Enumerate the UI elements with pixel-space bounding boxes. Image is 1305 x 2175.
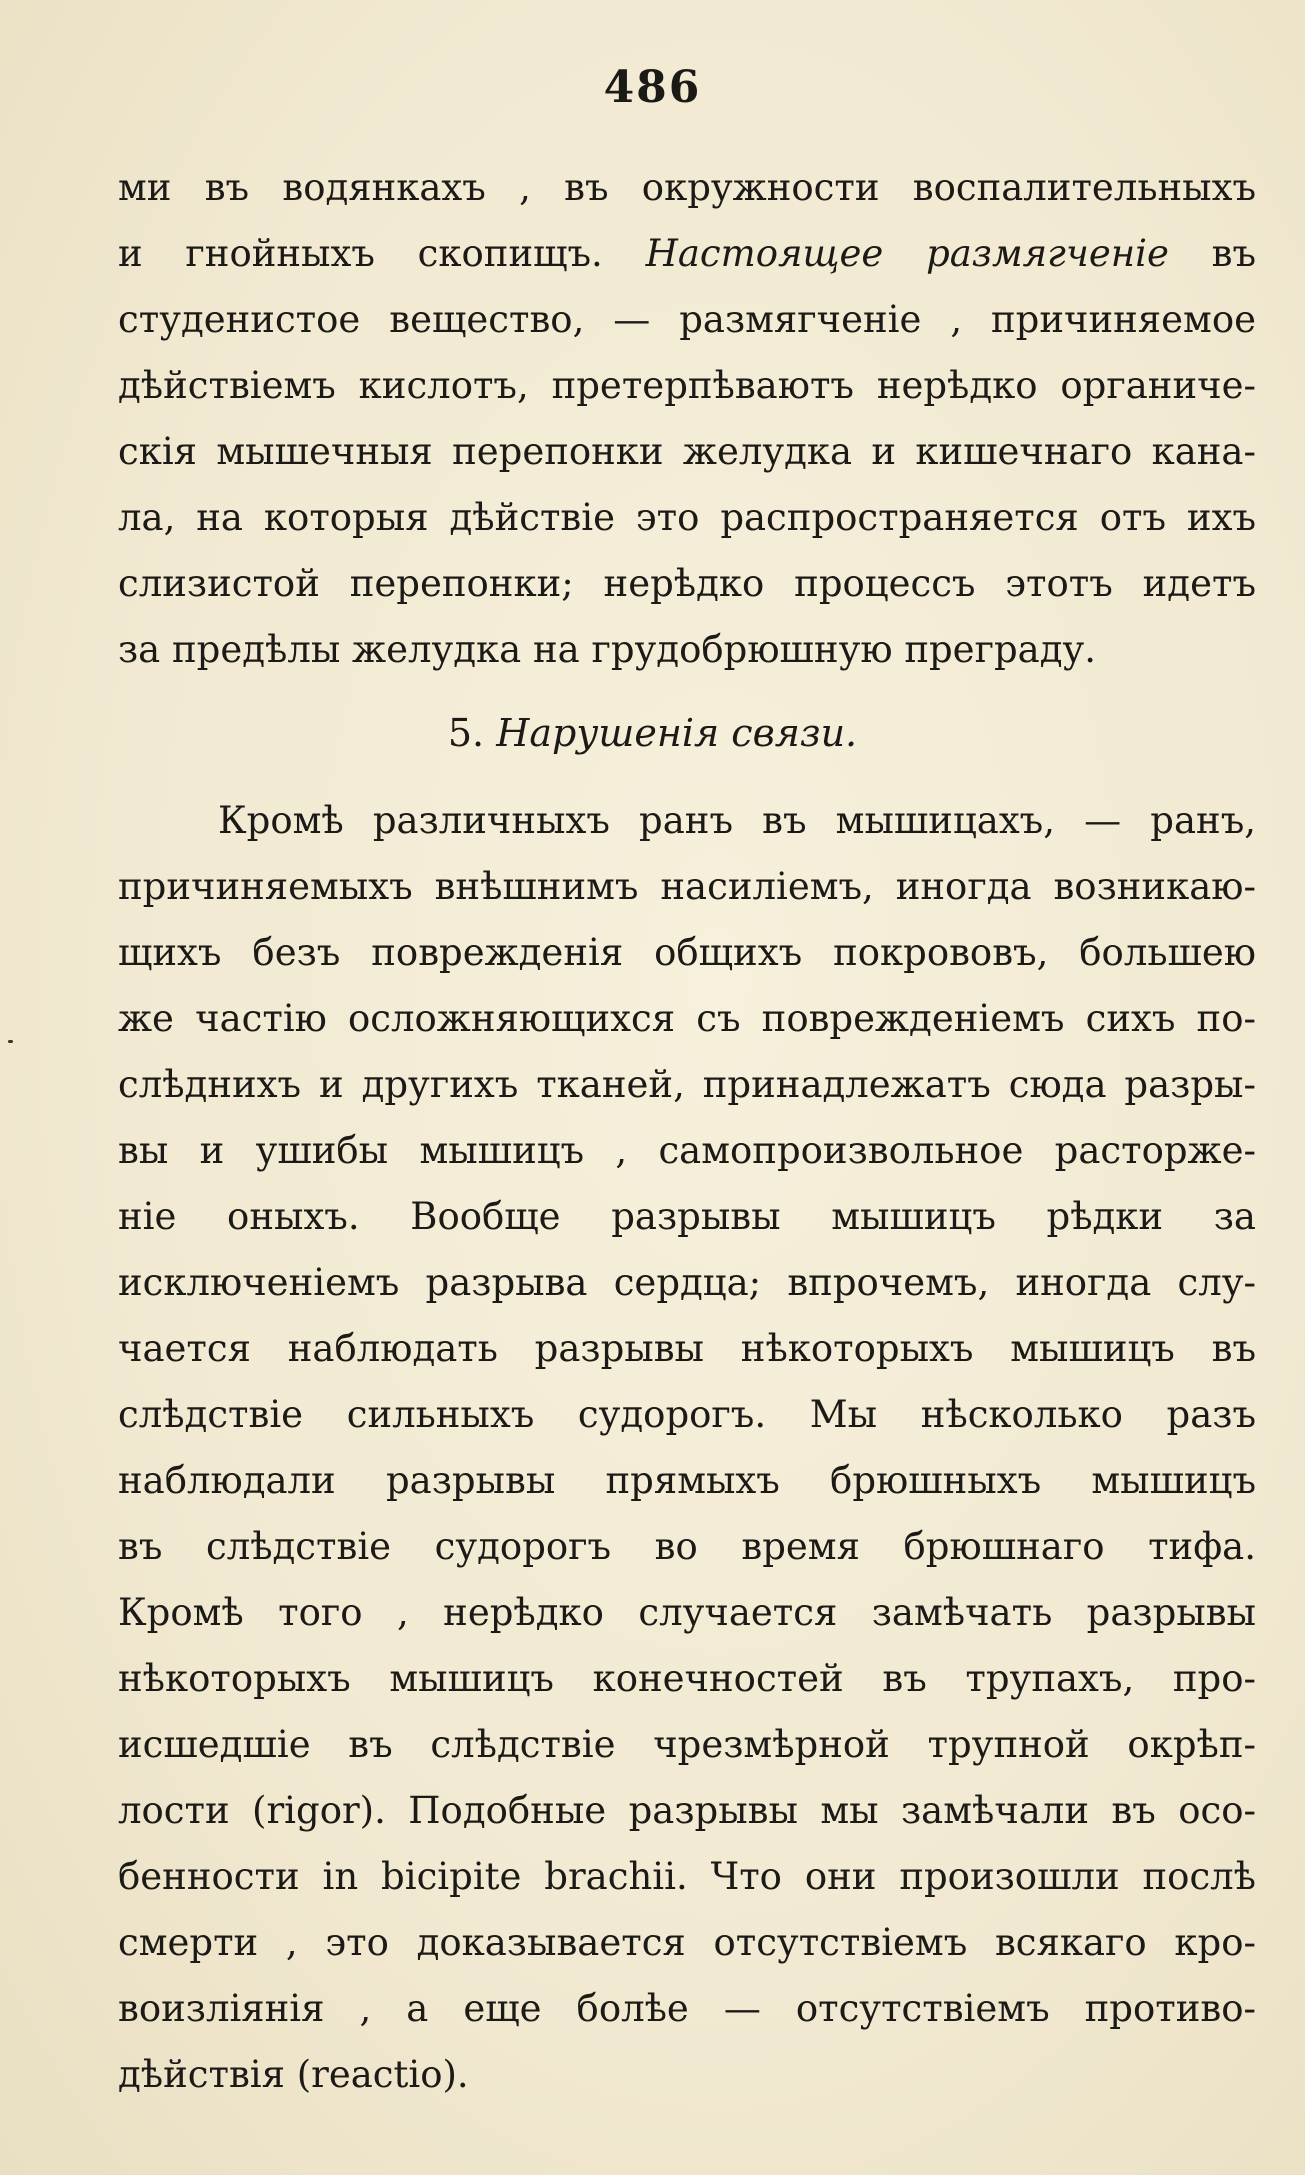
text-line: исключеніемъ разрыва сердца; впрочемъ, иногда слу- bbox=[118, 1261, 1256, 1304]
text-line: лости (rigor). Подобные разрывы мы замѣчали въ осо- bbox=[118, 1789, 1256, 1832]
text-line: скія мышечныя перепонки желудка и кишечнаго кана- bbox=[118, 430, 1256, 473]
text-line: чается наблюдать разрывы нѣкоторыхъ мышицъ въ bbox=[118, 1327, 1256, 1370]
text-line: бенности in bicipite brachii. Что они произошли послѣ bbox=[118, 1855, 1256, 1898]
text-line: за предѣлы желудка на грудобрюшную преграду. bbox=[118, 628, 1097, 671]
text-line: Кромѣ того , нерѣдко случается замѣчать разрывы bbox=[118, 1591, 1256, 1634]
text-line: наблюдали разрывы прямыхъ брюшныхъ мышицъ bbox=[118, 1459, 1256, 1502]
text-line: слѣдствіе сильныхъ судорогъ. Мы нѣсколько разъ bbox=[118, 1393, 1256, 1436]
text-line: воизліянія , а еще болѣе — отсутствіемъ противо- bbox=[118, 1987, 1256, 2030]
text-line: слизистой перепонки; нерѣдко процессъ этотъ идетъ bbox=[118, 562, 1256, 605]
text-line: ми въ водянкахъ , въ окружности воспалительныхъ bbox=[118, 166, 1256, 209]
section-title: Нарушенія связи. bbox=[496, 711, 858, 755]
ink-speck bbox=[8, 1040, 13, 1043]
text-line: ла, на которыя дѣйствіе это распространяется отъ ихъ bbox=[118, 496, 1256, 539]
section-heading bbox=[0, 700, 1305, 766]
text-line: же частію осложняющихся съ поврежденіемъ сихъ по- bbox=[118, 997, 1256, 1040]
text-line: въ слѣдствіе судорогъ во время брюшнаго тифа. bbox=[118, 1525, 1256, 1568]
text-line: щихъ безъ поврежденія общихъ покрововъ, большею bbox=[118, 931, 1256, 974]
text-segment: и гнойныхъ скопищъ. bbox=[118, 232, 603, 275]
text-line: нѣкоторыхъ мышицъ конечностей въ трупахъ, про- bbox=[118, 1657, 1256, 1700]
text-line: дѣйствіемъ кислотъ, претерпѣваютъ нерѣдко органиче- bbox=[118, 364, 1256, 407]
page-number: 486 bbox=[603, 62, 702, 113]
paragraph-2 bbox=[118, 788, 1256, 2108]
text-line: Кромѣ различныхъ ранъ въ мышицахъ, — ранъ, bbox=[218, 799, 1256, 842]
paragraph-1 bbox=[118, 155, 1256, 683]
section-number: 5. bbox=[447, 711, 485, 755]
italic-term: Настоящее размягченіе bbox=[645, 232, 1169, 275]
text-line: ніе оныхъ. Вообще разрывы мышицъ рѣдки за bbox=[118, 1195, 1256, 1238]
text-line: вы и ушибы мышицъ , самопроизвольное расторже- bbox=[118, 1129, 1256, 1172]
text-line: дѣйствія (reactio). bbox=[118, 2053, 469, 2096]
text-segment: въ bbox=[1211, 232, 1256, 275]
text-line: смерти , это доказывается отсутствіемъ всякаго кро- bbox=[118, 1921, 1256, 1964]
text-line: слѣднихъ и другихъ тканей, принадлежатъ сюда разры- bbox=[118, 1063, 1256, 1106]
text-line: исшедшіе въ слѣдствіе чрезмѣрной трупной окрѣп- bbox=[118, 1723, 1256, 1766]
text-line: студенистое вещество, — размягченіе , причиняемое bbox=[118, 298, 1256, 341]
text-line: причиняемыхъ внѣшнимъ насиліемъ, иногда возникаю- bbox=[118, 865, 1256, 908]
text-line bbox=[118, 221, 1256, 287]
